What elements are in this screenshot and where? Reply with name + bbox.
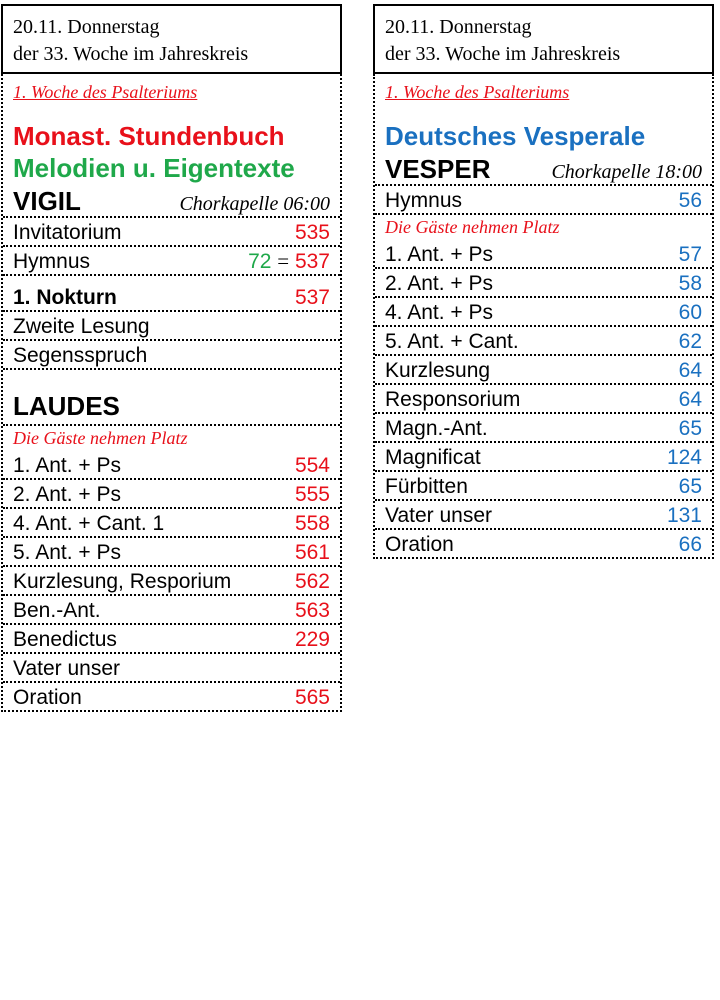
item-page: 65 xyxy=(678,417,702,440)
psalter-week: 1. Woche des Psalteriums xyxy=(385,82,570,102)
list-item xyxy=(3,310,340,339)
item-page: 537 xyxy=(294,286,330,309)
list-item xyxy=(375,238,712,267)
list-item xyxy=(3,339,340,368)
item-label: 4. Ant. + Cant. 1 xyxy=(13,512,165,535)
item-page: 56 xyxy=(678,189,702,212)
list-item xyxy=(375,184,712,213)
list-item xyxy=(3,507,340,536)
list-item xyxy=(3,623,340,652)
item-page: 124 xyxy=(666,446,702,469)
vesper-heading xyxy=(375,152,712,184)
list-item xyxy=(3,478,340,507)
note-text: Die Gäste nehmen Platz xyxy=(385,217,560,237)
list-item xyxy=(375,499,712,528)
book-title-vesperale: Deutsches Vesperale xyxy=(385,121,646,151)
date-header xyxy=(373,4,714,74)
item-label: 5. Ant. + Ps xyxy=(13,541,121,564)
item-label: Magn.-Ant. xyxy=(385,417,488,440)
list-item xyxy=(3,449,340,478)
item-page: 554 xyxy=(294,454,330,477)
item-label: Vater unser xyxy=(385,504,492,527)
date-line: 20.11. Donnerstag xyxy=(13,16,160,38)
item-label: Magnificat xyxy=(385,446,481,469)
list-item xyxy=(3,536,340,565)
item-label: Hymnus xyxy=(13,250,91,273)
right-body xyxy=(373,74,714,559)
list-item xyxy=(375,441,712,470)
laudes-title: LAUDES xyxy=(13,391,120,421)
item-label: Invitatorium xyxy=(13,221,122,244)
list-item xyxy=(375,470,712,499)
item-page: 64 xyxy=(678,388,702,411)
list-item xyxy=(375,267,712,296)
list-item xyxy=(3,216,340,245)
item-page: 58 xyxy=(678,272,702,295)
item-page: 66 xyxy=(678,533,702,556)
item-label: Vater unser xyxy=(13,657,120,680)
item-label: Benedictus xyxy=(13,628,117,651)
vigil-title: VIGIL xyxy=(13,186,81,216)
item-label: Segensspruch xyxy=(13,344,148,367)
item-label: Kurzlesung xyxy=(385,359,491,382)
vesper-chapel-time: Chorkapelle 18:00 xyxy=(551,161,702,183)
list-item xyxy=(3,652,340,681)
week-line: der 33. Woche im Jahreskreis xyxy=(385,43,621,65)
item-page-group xyxy=(248,249,330,274)
item-label: Kurzlesung, Resporium xyxy=(13,570,232,593)
list-item xyxy=(3,565,340,594)
list-item xyxy=(3,681,340,710)
item-page: 229 xyxy=(294,628,330,651)
vesper-title: VESPER xyxy=(385,154,491,184)
item-page: 558 xyxy=(294,512,330,535)
book-title-melodien: Melodien u. Eigentexte xyxy=(13,153,295,183)
item-label: Oration xyxy=(13,686,82,709)
item-label: 1. Nokturn xyxy=(13,286,117,309)
item-page: 555 xyxy=(294,483,330,506)
book-title-stundenbuch: Monast. Stundenbuch xyxy=(13,121,285,151)
right-column xyxy=(373,4,714,559)
item-page: 565 xyxy=(294,686,330,709)
item-page: 535 xyxy=(294,221,330,244)
vigil-heading xyxy=(3,184,340,216)
list-item xyxy=(375,325,712,354)
item-label: Ben.-Ant. xyxy=(13,599,101,622)
equals-sign: = xyxy=(277,249,290,273)
week-line: der 33. Woche im Jahreskreis xyxy=(13,43,249,65)
melodien-page: 72 xyxy=(248,250,272,273)
date-header xyxy=(1,4,342,74)
item-label: Responsorium xyxy=(385,388,521,411)
item-page: 62 xyxy=(678,330,702,353)
list-item xyxy=(375,354,712,383)
left-body xyxy=(1,74,342,712)
item-page: 561 xyxy=(294,541,330,564)
list-item xyxy=(3,274,340,310)
list-item xyxy=(3,245,340,274)
item-label: Hymnus xyxy=(385,189,463,212)
note-text: Die Gäste nehmen Platz xyxy=(13,428,188,448)
item-page: 60 xyxy=(678,301,702,324)
item-page: 563 xyxy=(294,599,330,622)
guests-note xyxy=(3,424,340,449)
item-label: 2. Ant. + Ps xyxy=(385,272,493,295)
item-page: 562 xyxy=(294,570,330,593)
list-item xyxy=(3,594,340,623)
item-label: 1. Ant. + Ps xyxy=(385,243,493,266)
list-item xyxy=(375,296,712,325)
item-label: Fürbitten xyxy=(385,475,468,498)
item-label: 4. Ant. + Ps xyxy=(385,301,493,324)
item-page: 57 xyxy=(678,243,702,266)
item-label: 1. Ant. + Ps xyxy=(13,454,121,477)
item-label: Oration xyxy=(385,533,454,556)
item-page: 537 xyxy=(294,250,330,273)
item-label: 2. Ant. + Ps xyxy=(13,483,121,506)
item-page: 64 xyxy=(678,359,702,382)
psalter-week: 1. Woche des Psalteriums xyxy=(13,82,198,102)
list-item xyxy=(375,383,712,412)
laudes-heading xyxy=(3,368,340,424)
item-page: 65 xyxy=(678,475,702,498)
item-page: 131 xyxy=(666,504,702,527)
list-item xyxy=(375,528,712,557)
item-label: Zweite Lesung xyxy=(13,315,150,338)
item-label: 5. Ant. + Cant. xyxy=(385,330,519,353)
vigil-chapel-time: Chorkapelle 06:00 xyxy=(179,193,330,215)
date-line: 20.11. Donnerstag xyxy=(385,16,532,38)
left-column xyxy=(1,4,342,712)
guests-note xyxy=(375,213,712,238)
list-item xyxy=(375,412,712,441)
